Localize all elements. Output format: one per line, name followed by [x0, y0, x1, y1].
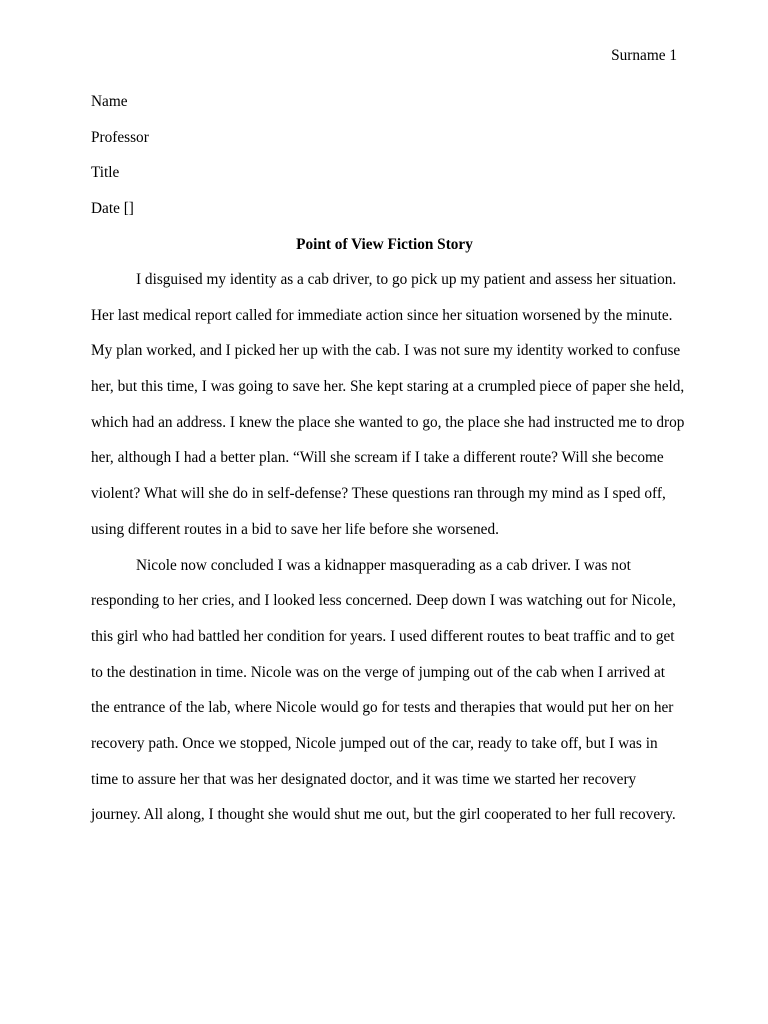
running-head: Surname 1 — [611, 47, 677, 64]
paragraph-line: her, although I had a better plan. “Will she scream if I take a different route? Will she become — [91, 449, 664, 467]
header-title: Title — [91, 164, 120, 182]
paragraph-line: journey. All along, I thought she would shut me out, but the girl cooperated to her full recovery. — [91, 806, 676, 824]
paragraph-2 — [91, 548, 678, 834]
paragraph-line: this girl who had battled her condition for years. I used different routes to beat traffic and to get — [91, 627, 675, 645]
header-date: Date [] — [91, 200, 134, 218]
paragraph-line: which had an address. I knew the place she wanted to go, the place she had instructed me to drop — [91, 413, 685, 431]
document-title: Point of View Fiction Story — [296, 236, 473, 253]
paragraph-line: responding to her cries, and I looked less concerned. Deep down I was watching out for Nicole, — [91, 592, 676, 610]
body-text — [91, 262, 685, 833]
header-name: Name — [91, 93, 128, 110]
header-professor: Professor — [91, 128, 149, 146]
paragraph-line: to the destination in time. Nicole was on the verge of jumping out of the cab when I arrived at — [91, 663, 666, 681]
paragraph-line: violent? What will she do in self-defense? These questions ran through my mind as I sped off, — [91, 485, 666, 503]
paragraph-line: recovery path. Once we stopped, Nicole jumped out of the car, ready to take off, but I was in — [91, 734, 658, 752]
paragraph-line: the entrance of the lab, where Nicole would go for tests and therapies that would put her on her — [91, 699, 674, 717]
paragraph-line: using different routes in a bid to save her life before she worsened. — [91, 520, 499, 538]
paragraph-line: her, but this time, I was going to save her. She kept staring at a crumpled piece of paper she held, — [91, 378, 685, 396]
paragraph-1 — [91, 262, 685, 548]
paragraph-line: time to assure her that was her designated doctor, and it was time we started her recovery — [91, 770, 637, 788]
paragraph-line: My plan worked, and I picked her up with the cab. I was not sure my identity worked to confuse — [91, 342, 681, 360]
paragraph-line: I disguised my identity as a cab driver, to go pick up my patient and assess her situation. — [136, 271, 677, 288]
paragraph-line: Nicole now concluded I was a kidnapper masquerading as a cab driver. I was not — [136, 556, 631, 574]
header-block — [91, 93, 678, 236]
paragraph-line: Her last medical report called for immediate action since her situation worsened by the minute. — [91, 306, 673, 324]
